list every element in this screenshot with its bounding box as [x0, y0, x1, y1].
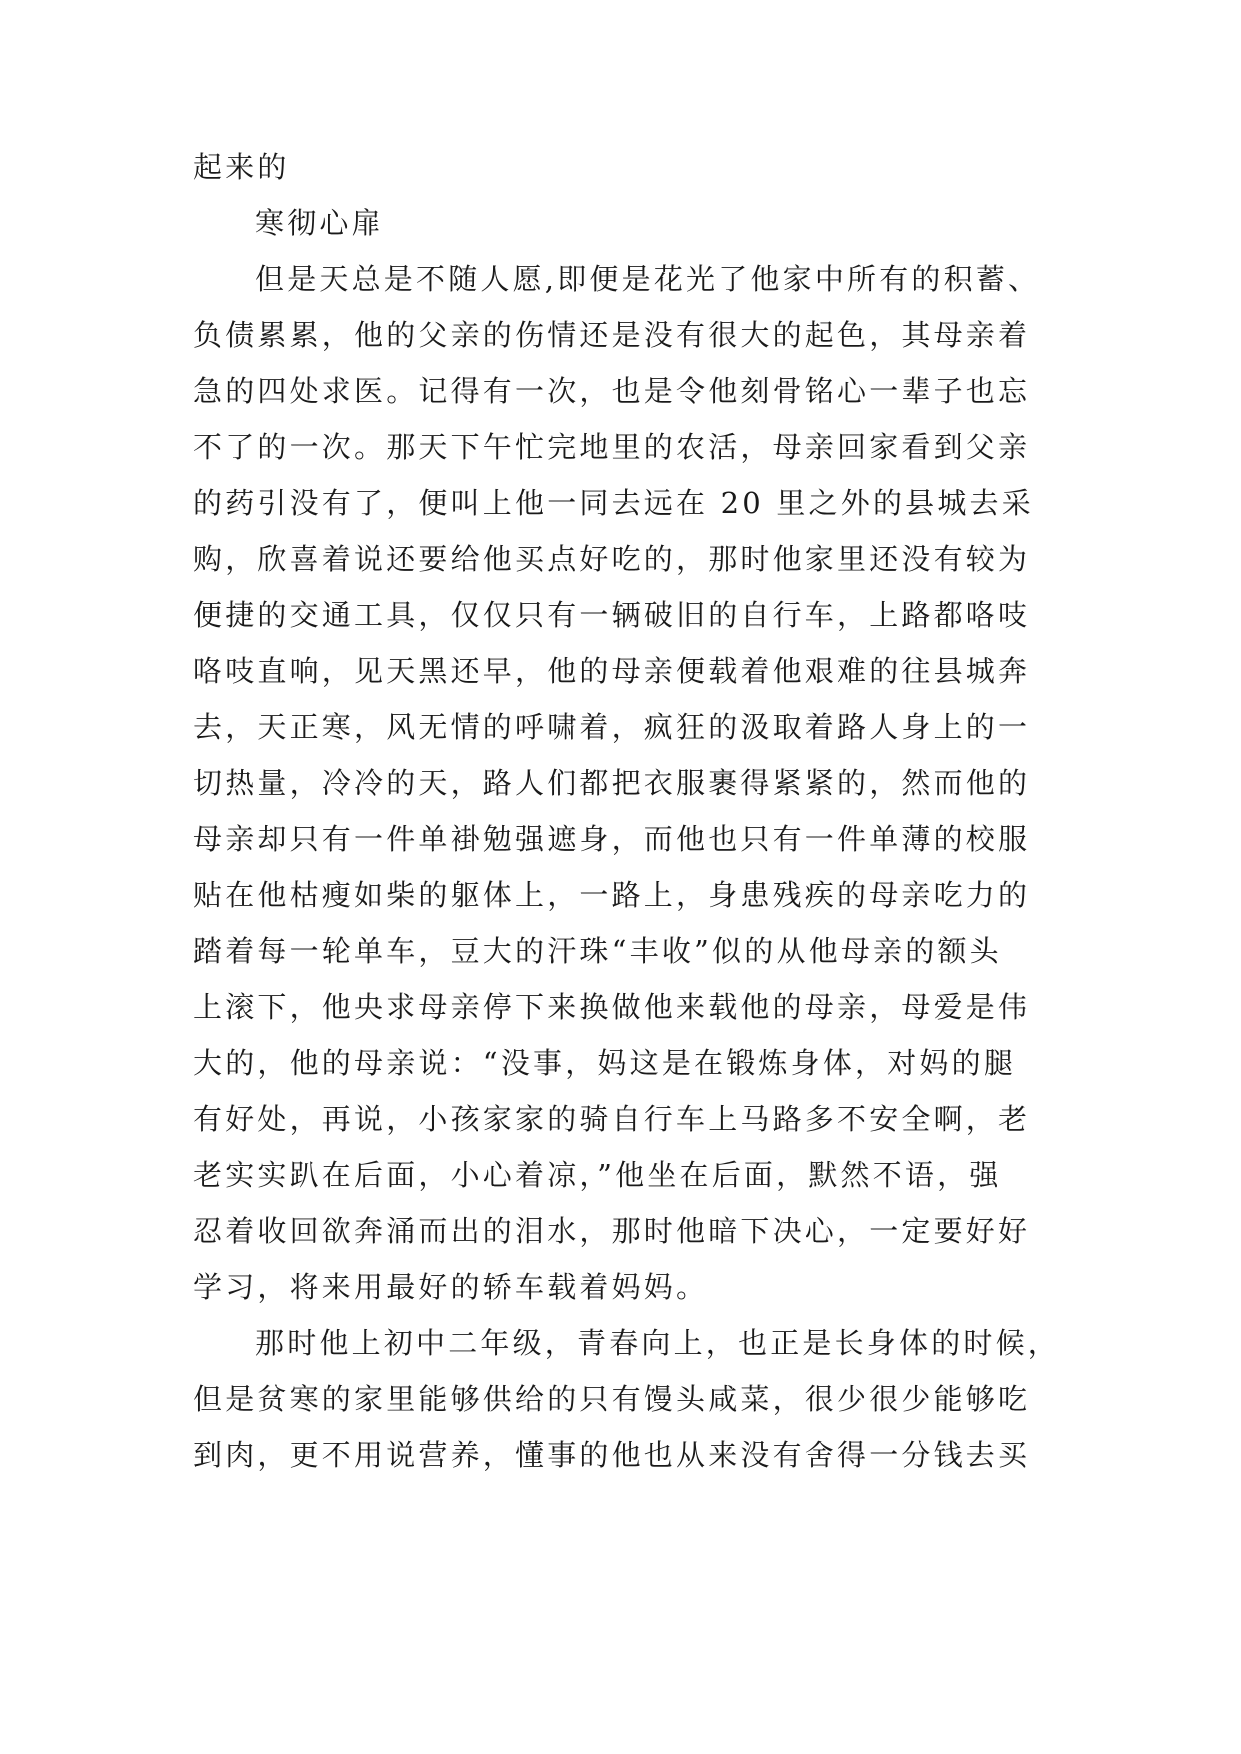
text-line: 老实实趴在后面，小心着凉，”他坐在后面，默然不语，强	[193, 1158, 1002, 1192]
text-line: 母亲却只有一件单褂勉强遮身，而他也只有一件单薄的校服	[193, 822, 1031, 856]
text-line: 负债累累，他的父亲的伤情还是没有很大的起色，其母亲着	[193, 318, 1031, 352]
text-line: 但是天总是不随人愿,即便是花光了他家中所有的积蓄、	[255, 262, 1041, 296]
text-line: 咯吱直响，见天黑还早，他的母亲便载着他艰难的往县城奔	[193, 654, 1031, 688]
text-line: 不了的一次。那天下午忙完地里的农活，母亲回家看到父亲	[193, 430, 1031, 464]
text-line: 上滚下，他央求母亲停下来换做他来载他的母亲，母爱是伟	[193, 990, 1031, 1024]
text-line: 起来的	[193, 150, 290, 184]
text-line: 学习，将来用最好的轿车载着妈妈。	[193, 1270, 709, 1304]
text-line: 踏着每一轮单车，豆大的汗珠“丰收”似的从他母亲的额头	[193, 934, 1002, 968]
text-line: 有好处，再说，小孩家家的骑自行车上马路多不安全啊，老	[193, 1102, 1031, 1136]
text-line: 贴在他枯瘦如柴的躯体上，一路上，身患残疾的母亲吃力的	[193, 878, 1031, 912]
text-line: 便捷的交通工具，仅仅只有一辆破旧的自行车，上路都咯吱	[193, 598, 1031, 632]
text-line: 大的，他的母亲说：“没事，妈这是在锻炼身体，对妈的腿	[193, 1046, 1017, 1080]
text-line: 切热量，冷冷的天，路人们都把衣服裹得紧紧的，然而他的	[193, 766, 1031, 800]
text-line: 寒彻心扉	[255, 206, 384, 240]
text-line: 购，欣喜着说还要给他买点好吃的，那时他家里还没有较为	[193, 542, 1031, 576]
text-line: 的药引没有了，便叫上他一同去远在 20 里之外的县城去采	[193, 486, 1034, 520]
text-line: 忍着收回欲奔涌而出的泪水，那时他暗下决心，一定要好好	[193, 1214, 1031, 1248]
text-line: 到肉，更不用说营养，懂事的他也从来没有舍得一分钱去买	[193, 1438, 1031, 1472]
text-line: 但是贫寒的家里能够供给的只有馒头咸菜，很少很少能够吃	[193, 1382, 1031, 1416]
text-line: 那时他上初中二年级，青春向上，也正是长身体的时候，	[255, 1326, 1061, 1360]
text-line: 去，天正寒，风无情的呼啸着，疯狂的汲取着路人身上的一	[193, 710, 1031, 744]
text-line: 急的四处求医。记得有一次，也是令他刻骨铭心一辈子也忘	[193, 374, 1031, 408]
